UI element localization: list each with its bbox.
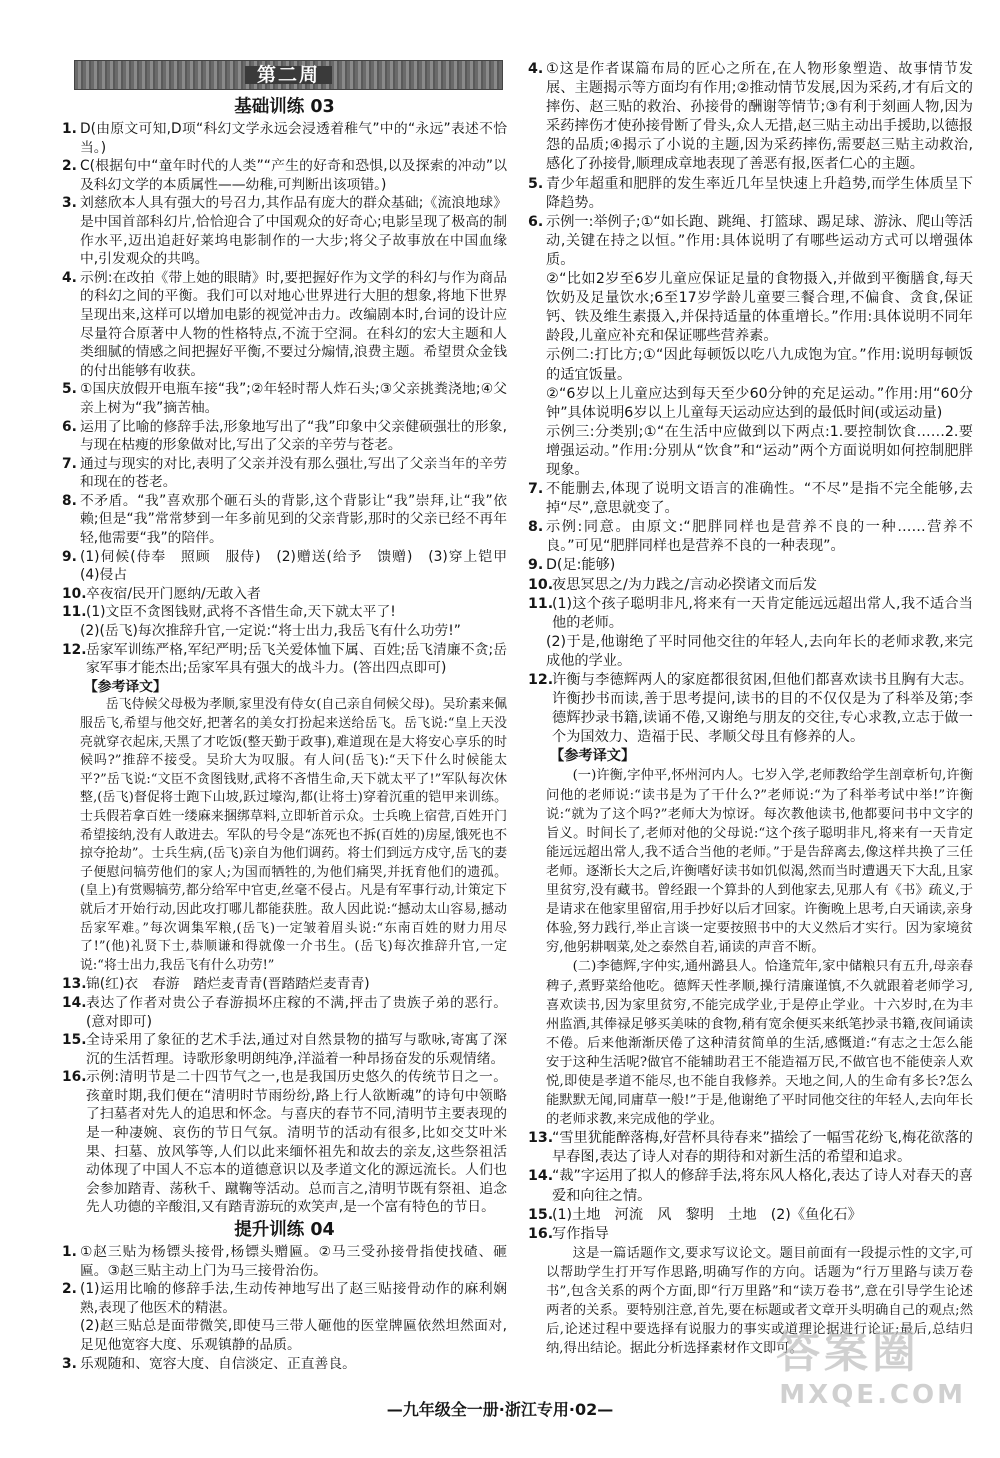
answer-number: 5. xyxy=(528,175,544,192)
section-title-basic: 基础训练 03 xyxy=(234,97,335,117)
translation-heading: 【参考译文】 xyxy=(550,748,636,765)
answer-number: 8. xyxy=(62,492,77,509)
answer-item xyxy=(62,548,521,585)
answer-item xyxy=(62,585,507,604)
answer-number: 11. xyxy=(528,595,554,612)
watermark-main: 答案圈 xyxy=(776,1327,920,1378)
advanced-answers-continued xyxy=(528,60,973,1358)
advanced-answers xyxy=(62,1243,507,1373)
answer-number: 10. xyxy=(528,576,554,593)
answer-text: 锦(红)衣 春游 踏烂麦青青(晋踏踏烂麦青青) xyxy=(86,976,370,993)
section-title-advanced: 提升训练 04 xyxy=(234,1220,335,1241)
answer-number: 6. xyxy=(528,213,544,230)
answer-text: (1)土地 河流 风 黎明 土地 (2)《鱼化石》 xyxy=(552,1206,862,1223)
answer-text: 全诗采用了象征的艺术手法,通过对自然景物的描写与歌咏,寄寓了深沉的生活哲理。诗歌形象明朗纯净,洋溢着一种昂扬奋发的乐观情绪。 xyxy=(86,1032,507,1067)
answer-item xyxy=(528,518,973,556)
answer-text: 运用了比喻的修辞手法,形象地写出了“我”印象中父亲健硕强壮的形象,与现在枯瘦的形象做对比,写出了父亲的辛劳与苍老。 xyxy=(80,418,507,454)
answer-sub-item: (2)(岳飞)每次推辞升官,一定说:“将士出力,我岳飞有什么功劳!” xyxy=(80,623,461,640)
watermark-logo xyxy=(776,1316,966,1410)
answer-sub-item: ②“6岁以上儿童应达到每天至少60分钟的充足运动。”作用:用“60分钟”具体说明6岁以上儿童每天运动应达到的最低时间(或运动量) xyxy=(546,385,973,421)
answer-text: 许衡与李德辉两人的家庭都很贫困,但他们都喜欢读书且胸有大志。许衡抄书而读,善于思考提问,读书的目的不仅仅是为了科举及第;李德辉抄录书籍,读诵不倦,又谢绝与朋友的交往,专心求教,立志于做一个为国效力、造福于民、孝顺父母且有修养的人。 xyxy=(552,672,973,746)
answer-text: (1)伺候(侍奉 照顾 服侍) (2)赠送(给予 馈赠) (3)穿上铠甲 (4)侵占 xyxy=(80,548,521,584)
answer-number: 13. xyxy=(62,976,87,993)
answer-item xyxy=(62,1355,507,1374)
answer-item xyxy=(62,120,507,157)
answer-text: 示例一:举例子;①“如长跑、跳绳、打篮球、踢足球、游泳、爬山等活动,关键在持之以恒。”作用:具体说明了有哪些运动方式可以增强体质。 xyxy=(546,213,973,268)
answer-number: 10. xyxy=(62,585,87,602)
answer-number: 14. xyxy=(528,1168,554,1185)
answer-text: (1)文臣不贪图钱财,武将不吝惜生命,天下就太平了! xyxy=(86,604,396,621)
answer-item xyxy=(62,641,507,678)
answer-item xyxy=(62,492,507,548)
right-column xyxy=(528,60,973,1358)
answer-text: (1)运用比喻的修辞手法,生动传神地写出了赵三贴接骨动作的麻利娴熟,表现了他医术的精湛。 xyxy=(80,1281,507,1316)
answer-item xyxy=(62,194,507,268)
answer-text: “雪里犹能醉落梅,好营杯具待春来”描绘了一幅雪花纷飞,梅花欲落的早春图,表达了诗人对春的期待和对新生活的希望和追求。 xyxy=(552,1130,973,1166)
answer-number: 15. xyxy=(62,1032,87,1049)
answer-number: 5. xyxy=(62,381,77,398)
answer-item xyxy=(62,1068,507,1217)
translation-heading: 【参考译文】 xyxy=(84,678,167,695)
answer-item xyxy=(62,157,507,194)
answer-text: 刘慈欣本人具有强大的号召力,其作品有庞大的群众基础;《流浪地球》是中国首部科幻片,恰恰迎合了中国观众的好奇心;电影呈现了极高的制作水平,迈出追赶好莱坞电影制作的一大步;将父子故事放在中国血缘中,引发观众的共鸣。 xyxy=(80,195,507,268)
answer-item xyxy=(62,1031,507,1068)
answer-item xyxy=(528,1167,973,1205)
translation-text: (二)李德辉,字仲实,通州潞县人。恰逢荒年,家中储粮只有五升,母亲春稗子,煮野菜给他吃。德辉天性孝顺,操行清廉谨慎,不久就跟着老师学习,喜欢读书,因为家里贫穷,不能完成学业,于是停止学业。十六岁时,在为丰州监酒,其俸禄足够买美味的食物,稍有宽余便买来纸笔抄录书籍,夜间诵读不倦。后来他渐渐厌倦了这种清贫简单的生活,感慨道:“有志之士怎么能安于这种生活呢?做官不能辅助君王不能造福万民,不做官也不能使亲人欢悦,即使是孝道不能尽,也不能自我修养。天地之间,人的生命有多长?怎么能默默无闻,同庸草一般!”于是,他谢绝了平时同他交往的年轻人,去向年长的老师求教,来完成他的学业。 xyxy=(546,959,973,1128)
answer-number: 9. xyxy=(528,557,544,574)
translation-text: 岳飞侍候父母极为孝顺,家里没有侍女(自己亲自伺候父母)。吴玠素来佩服岳飞,希望与他交好,把著名的美女打扮起来送给岳飞。岳飞说:“皇上天没亮就穿衣起床,天黑了才吃饭(整天勤于政事),难道现在是大将安心享乐的时候吗?”推辞不接受。吴玠大为叹服。有人问(岳飞):“天下什么时候能太平?”岳飞说:“文臣不贪图钱财,武将不吝惜生命,天下就太平了!”军队每次休整,(岳飞)督促将士跑下山坡,跃过壕沟,都(让将士)穿着沉重的铠甲来训练。士兵假若拿百姓一缕麻来捆绑草料,立即斩首示众。士兵晚上宿营,百姓开门希望接纳,没有人敢进去。军队的号令是“冻死也不拆(百姓的)房屋,饿死也不掠夺抢劫”。士兵生病,(岳飞)亲自为他们调药。将士们到远方戍守,岳飞的妻子便慰问犒劳他们的家人;为国而牺牲的,为他们痛哭,并抚育他们的遗孤。(皇上)有赏赐犒劳,都分给军中官吏,丝毫不侵占。凡是有军事行动,计策定下就后才开始行动,因此攻打哪儿都能获胜。敌人因此说:“撼动太山容易,撼动岳家军难。”每次调集军粮,(岳飞)一定皱着眉头说:“东南百姓的财力用尽了!”(他)礼贤下士,恭顺谦和得就像一介书生。(岳飞)每次推辞升官,一定说:“将士出力,我岳飞有什么功劳!” xyxy=(80,697,507,973)
answer-text: 示例:在改拍《带上她的眼睛》时,要把握好作为文学的科幻与作为商品的科幻之间的平衡。我们可以对地心世界进行大胆的想象,将地下世界呈现出来,这样可以增加电影的视觉冲击力。改编剧本时,台词的设计应尽量符合原著中人物的性格特点,不流于空洞。在科幻的宏大主题和人类细腻的情感之间把握好平衡,不要过分煽情,浪费主题。希望贯众金钱的付出能够有收获。 xyxy=(80,269,507,379)
answer-text: ①国庆放假开电瓶车接“我”;②年轻时帮人炸石头;③父亲挑粪浇地;④父亲上树为“我”摘苦柚。 xyxy=(80,381,507,416)
answer-item xyxy=(528,671,973,747)
answer-item xyxy=(62,380,507,417)
answer-number: 9. xyxy=(62,548,77,565)
answer-number: 7. xyxy=(528,481,544,498)
answer-item xyxy=(62,603,507,622)
answer-number: 16. xyxy=(528,1225,554,1242)
answer-item xyxy=(528,556,973,575)
answer-item xyxy=(62,994,507,1031)
answer-number: 2. xyxy=(62,1281,77,1298)
answer-number: 1. xyxy=(62,1244,77,1261)
answer-text: 岳家军训练严格,军纪严明;岳飞关爱体恤下属、百姓;岳飞清廉不贪;岳家军事才能杰出;岳家军具有强大的战斗力。(答出四点即可) xyxy=(86,641,507,677)
translation-text: (一)许衡,字仲平,怀州河内人。七岁入学,老师教给学生剖章析句,许衡问他的老师说:“读书是为了干什么?”老师说:“为了科举考试中举!”许衡说:“就为了这个吗?”老师大为惊讶。每次教他读书,他都要问书中文字的旨义。时间长了,老师对他的父母说:“这个孩子聪明非凡,将来有一天肯定能远远超出常人,我不适合当他的老师。”于是告辞离去,像这样共换了三任老师。逐渐长大之后,许衡嗜好读书如饥似渴,然而当时遭遇天下大乱,且家里贫穷,没有藏书。曾经跟一个算卦的人到他家去,见那人有《书》疏义,于是请求在他家里留宿,用手抄好以后才回家。许衡晚上思考,白天诵读,亲身体验,努力践行,举止言谈一定要按照书中的大义然后才实行。因为家境贫穷,他躬耕咽菜,处之泰然自若,诵读的声音不断。 xyxy=(546,768,973,956)
answer-number: 12. xyxy=(62,641,87,658)
basic-answers xyxy=(62,120,521,1217)
watermark-sub: MXQE.COM xyxy=(779,1380,966,1410)
answer-text: 示例:同意。由原文:“肥胖同样也是营养不良的一种……营养不良。”可见“肥胖同样也是营养不良的一种表现”。 xyxy=(546,519,973,555)
answer-item xyxy=(528,175,973,213)
answer-sub-item: 示例二:打比方;①“因此每顿饭以吃八九成饱为宜。”作用:说明每顿饭的适宜饭量。 xyxy=(546,347,973,383)
answer-item xyxy=(62,418,507,455)
translation-text: 这是一篇话题作文,要求写议论文。题目前面有一段提示性的文字,可以帮助学生打开写作思路,明确写作的方向。话题为“行万里路与读万卷书”,包含关系的两个方面,即“行万里路”和“读万卷书”,意在引导学生论述两者的关系。要特别注意,首先,要在标题或者文章开头明确自己的观点;然后,论述过程中要选择有说服力的事实或道理论据进行论证;最后,总结归纳,得出结论。据此分析选择素材作文即可。 xyxy=(546,1245,973,1357)
week-title: 第二周 xyxy=(245,66,332,85)
answer-item xyxy=(62,455,507,492)
left-column xyxy=(62,60,521,1373)
answer-number: 7. xyxy=(62,455,77,472)
answer-text: (1)这个孩子聪明非凡,将来有一天肯定能远远超出常人,我不适合当他的老师。 xyxy=(552,595,973,631)
answer-text: 写作指导 xyxy=(552,1225,609,1242)
answer-number: 15. xyxy=(528,1206,554,1223)
answer-item xyxy=(528,576,973,595)
answer-text: D(由原文可知,D项“科幻文学永远会浸透着稚气”中的“永远”表述不恰当。) xyxy=(80,121,507,156)
answer-text: 乐观随和、宽容大度、自信淡定、正直善良。 xyxy=(80,1355,356,1372)
answer-item xyxy=(528,480,973,518)
answer-sub-item: 示例三:分类别;①“在生活中应做到以下两点:1.要控制饮食……2.要增强运动。”作用:分别从“饮食”和“运动”两个方面说明如何控制肥胖现象。 xyxy=(546,423,973,478)
answer-text: D(足:能够) xyxy=(546,557,616,574)
answer-text: ①赵三贴为杨镖头接骨,杨镖头赠匾。②马三受孙接骨指使找碴、砸匾。③赵三贴主动上门为马三接骨治伤。 xyxy=(80,1244,507,1279)
answer-number: 3. xyxy=(62,195,77,212)
answer-number: 8. xyxy=(528,519,544,536)
answer-text: 卒夜宿/民开门愿纳/无敢入者 xyxy=(86,585,261,602)
answer-text: ①这是作者谋篇布局的匠心之所在,在人物形象塑造、故事情节发展、主题揭示等方面均有作用;②推动情节发展,因为采药,才有后文的摔伤、赵三贴的救治、孙接骨的酬谢等情节;③有利于刻画人物,因为采药摔伤才使孙接骨断了骨头,众人无措,赵三贴主动出手援助,以德报怨的品质;④揭示了小说的主题,因为采药摔伤,需要赵三贴主动救治,感化了孙接骨,顺理成章地表现了善恶有报,医者仁心的主题。 xyxy=(546,61,973,173)
answer-item xyxy=(62,269,507,381)
answer-number: 2. xyxy=(62,158,77,175)
answer-number: 6. xyxy=(62,418,77,435)
answer-item xyxy=(62,1243,507,1280)
answer-number: 4. xyxy=(528,61,544,77)
answer-text: 示例:清明节是二十四节气之一,也是我国历史悠久的传统节日之一。孩童时期,我们便在“清明时节雨纷纷,路上行人欲断魂”的诗句中领略了扫墓者对先人的追思和怀念。与喜庆的春节不同,清明节主要表现的是一种凄婉、哀伤的节日气氛。清明节的活动有很多,比如交艾叶米果、扫墓、放风筝等,人们以此来缅怀祖先和故去的亲友,这些祭祖活动体现了中国人不忘本的道德意识以及孝道文化的源远流长。人们也会参加踏青、荡秋千、蹴鞠等活动。总而言之,清明节既有祭祖、追念先人功德的辛酸泪,又有踏青游玩的欢笑声,是一个富有特色的节日。 xyxy=(86,1069,507,1216)
answer-item xyxy=(528,1129,973,1167)
answer-text: 通过与现实的对比,表明了父亲并没有那么强壮,写出了父亲当年的辛劳和现在的苍老。 xyxy=(80,455,507,491)
answer-number: 3. xyxy=(62,1355,77,1372)
answer-item xyxy=(528,213,973,270)
answer-sub-item: (2)于是,他谢绝了平时同他交往的年轻人,去向年长的老师求教,来完成他的学业。 xyxy=(546,633,973,669)
answer-sub-item: (2)赵三贴总是面带微笑,即使马三带人砸他的医堂牌匾依然坦然面对,足见他宽容大度、乐观镇静的品质。 xyxy=(80,1318,507,1353)
answer-text: 青少年超重和肥胖的发生率近几年呈快速上升趋势,而学生体质呈下降趋势。 xyxy=(546,175,973,211)
answer-item xyxy=(528,1206,973,1225)
answer-text: “裁”字运用了拟人的修辞手法,将东风人格化,表达了诗人对春天的喜爱和向往之情。 xyxy=(552,1168,973,1204)
answer-sub-item: ②“比如2岁至6岁儿童应保证足量的食物摄入,并做到平衡膳食,每天饮奶及足量饮水;6至17岁学龄儿童要三餐合理,不偏食、贪食,保证钙、铁及维生素摄入,并保持适量的体重增长。”作用:具体说明不同年龄段,儿童应补充和保证哪些营养素。 xyxy=(546,271,973,345)
answer-item xyxy=(62,1280,507,1317)
answer-number: 1. xyxy=(62,121,77,137)
answer-number: 12. xyxy=(528,672,554,688)
answer-number: 4. xyxy=(62,269,77,286)
answer-item xyxy=(528,1225,973,1244)
answer-item xyxy=(62,975,507,994)
answer-text: 不矛盾。“我”喜欢那个砸石头的背影,这个背影让“我”崇拜,让“我”依赖;但是“我”常常梦到一年多前见到的父亲背影,那时的父亲已经不再年轻,他需要“我”的陪伴。 xyxy=(80,492,507,547)
answer-number: 13. xyxy=(528,1130,554,1147)
page-footer: —九年级全一册·浙江专用·02— xyxy=(386,1400,614,1419)
answer-number: 11. xyxy=(62,604,87,621)
week-banner xyxy=(74,60,503,90)
answer-text: 不能删去,体现了说明文语言的准确性。“不尽”是指不完全能够,去掉“尽”,意思就变了。 xyxy=(546,481,973,517)
answer-number: 14. xyxy=(62,994,87,1011)
answer-text: 表达了作者对贵公子春游损坏庄稼的不满,抨击了贵族子弟的恶行。(意对即可) xyxy=(86,994,507,1030)
answer-item xyxy=(528,60,973,175)
answer-text: C(根据句中“童年时代的人类”“产生的好奇和恐惧,以及探索的冲动”以及科幻文学的本质属性——幼稚,可判断出该项错。) xyxy=(80,158,507,193)
answer-number: 16. xyxy=(62,1069,87,1086)
answer-item xyxy=(528,595,973,633)
answer-text: 夜思冥思之/为力践之/言动必揆诸文而后发 xyxy=(552,576,817,593)
